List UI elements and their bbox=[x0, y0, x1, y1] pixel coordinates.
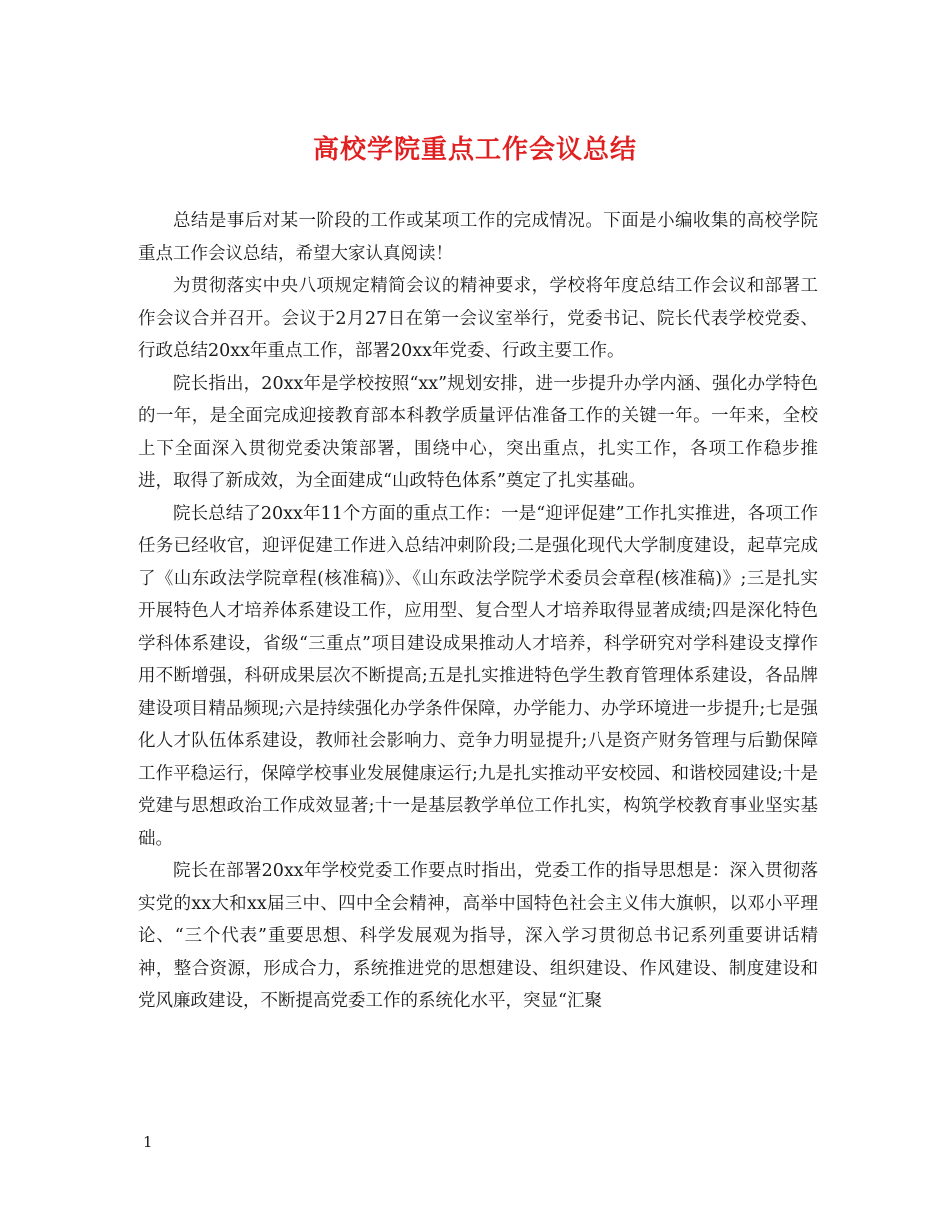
paragraph-meeting: 为贯彻落实中央八项规定精简会议的精神要求，学校将年度总结工作会议和部署工作会议合并召开。会议于2月27日在第一会议室举行，党委书记、院长代表学校党委、行政总结20xx年重点工作，部署20xx年党委、行政主要工作。 bbox=[138, 276, 818, 361]
paragraph-party-work-plan: 院长在部署20xx年学校党委工作要点时指出，党委工作的指导思想是：深入贯彻落实党的xx大和xx届三中、四中全会精神，高举中国特色社会主义伟大旗帜，以邓小平理论、“三个代表”重要思想、科学发展观为指导，深入学习贯彻总书记系列重要讲话精神，整合资源，形成合力，系统推进党的思想建设、组织建设、作风建设、制度建设和党风廉政建设，不断提高党委工作的系统化水平，突显“汇聚 bbox=[138, 861, 818, 1011]
paragraph-intro: 总结是事后对某一阶段的工作或某项工作的完成情况。下面是小编收集的高校学院重点工作会议总结，希望大家认真阅读！ bbox=[138, 211, 818, 264]
page-number: 1 bbox=[143, 1133, 153, 1151]
paragraph-key-work-summary: 院长总结了20xx年11个方面的重点工作：一是“迎评促建”工作扎实推进，各项工作任务已经收官，迎评促建工作进入总结冲刺阶段;二是强化现代大学制度建设，起草完成了《山东政法学院章程(核准稿)》、《山东政法学院学术委员会章程(核准稿)》;三是扎实开展特色人才培养体系建设工作，应用型、复合型人才培养取得显著成绩;四是深化特色学科体系建设，省级“三重点”项目建设成果推动人才培养，科学研究对学科建设支撑作用不断增强，科研成果层次不断提高;五是扎实推进特色学生教育管理体系建设，各品牌建设项目精品频现;六是持续强化办学条件保障，办学能力、办学环境进一步提升;七是强化人才队伍体系建设，教师社会影响力、竞争力明显提升;八是资产财务管理与后勤保障工作平稳运行，保障学校事业发展健康运行;九是扎实推动平安校园、和谐校园建设;十是党建与思想政治工作成效显著;十一是基层教学单位工作扎实，构筑学校教育事业坚实基础。 bbox=[138, 503, 818, 849]
paragraph-president-remarks: 院长指出，20xx年是学校按照“xx”规划安排，进一步提升办学内涵、强化办学特色的一年，是全面完成迎接教育部本科教学质量评估准备工作的关键一年。一年来，全校上下全面深入贯彻党委决策部署，围绕中心，突出重点，扎实工作，各项工作稳步推进，取得了新成效，为全面建成“山政特色体系”奠定了扎实基础。 bbox=[138, 373, 818, 491]
document-body bbox=[138, 205, 818, 1018]
page-title: 高校学院重点工作会议总结 bbox=[312, 135, 637, 165]
